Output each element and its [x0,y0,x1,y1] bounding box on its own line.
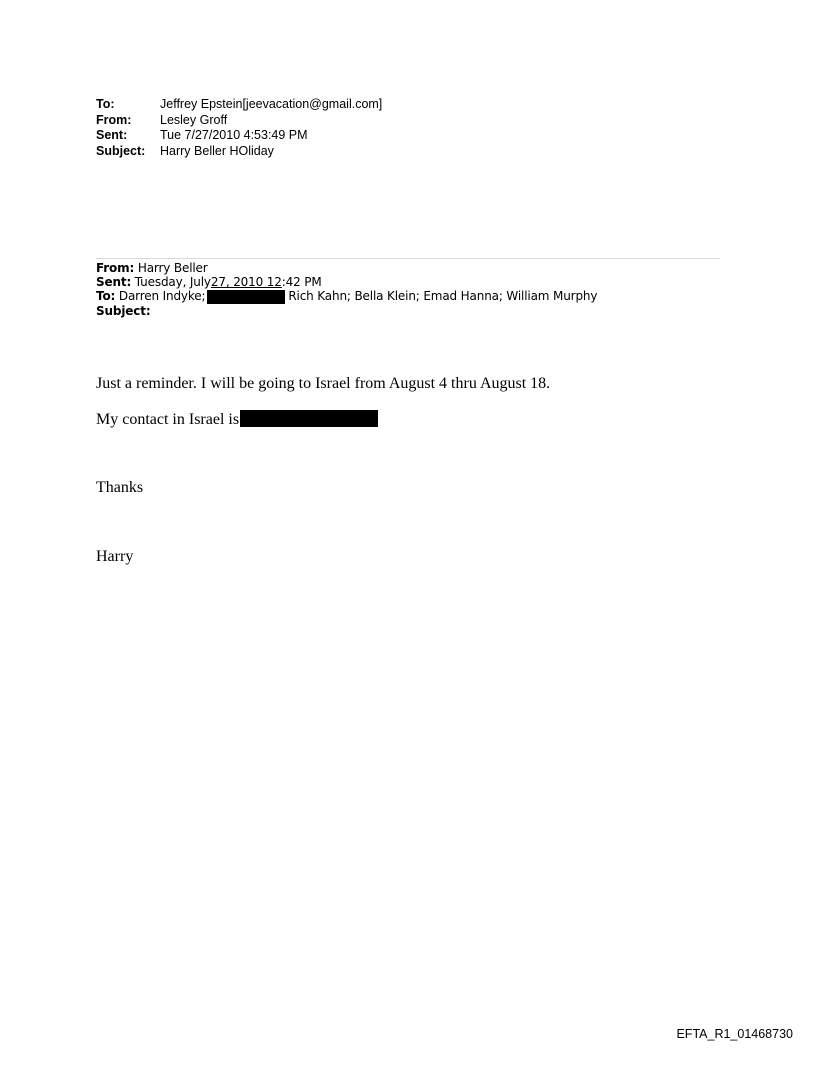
redaction-box [240,410,378,427]
fwd-to-value-pre: Darren Indyke; [118,289,206,303]
fwd-to-row [96,289,597,304]
from-label: From: [96,112,132,127]
body-signature: Harry [96,548,134,565]
fwd-subject-label: Subject: [96,303,151,318]
subject-label: Subject: [96,143,146,158]
forwarded-header [96,261,597,318]
sent-value: Tue 7/27/2010 4:53:49 PM [160,128,308,142]
fwd-to-value-post: Rich Kahn; Bella Klein; Emad Hanna; William Murphy [288,289,598,303]
to-label: To: [96,97,115,111]
document-id: EFTA_R1_01468730 [676,1027,793,1041]
fwd-sent-label: Sent: [96,275,132,289]
fwd-to-label: To: [96,289,116,303]
body-reminder: Just a reminder. I will be going to Israel from August 4 thru August 18. [96,375,551,392]
body-thanks: Thanks [96,479,144,496]
from-value: Lesley Groff [160,112,228,127]
body-contact-line [96,410,378,429]
email-header [96,97,382,159]
header-sent-row [96,128,382,144]
fwd-sent-value-pre: Tuesday, July [134,275,211,289]
fwd-from-label: From: [96,261,135,275]
header-to-row [96,97,382,113]
fwd-sent-value-underlined: 27, 2010 12 [210,275,282,289]
fwd-sent-value-post: :42 PM [281,275,322,289]
fwd-sent-row [96,275,597,289]
header-from-row [96,113,382,129]
sent-label: Sent: [96,128,128,142]
redaction-box [207,290,285,304]
forward-divider [96,258,720,259]
fwd-from-row [96,261,597,275]
fwd-subject-row [96,304,597,318]
to-value: Jeffrey Epstein[jeevacation@gmail.com] [160,97,383,111]
subject-value: Harry Beller HOliday [160,143,274,158]
body-contact-text: My contact in Israel is [96,411,240,428]
fwd-from-value: Harry Beller [137,261,208,275]
header-subject-row [96,144,382,160]
